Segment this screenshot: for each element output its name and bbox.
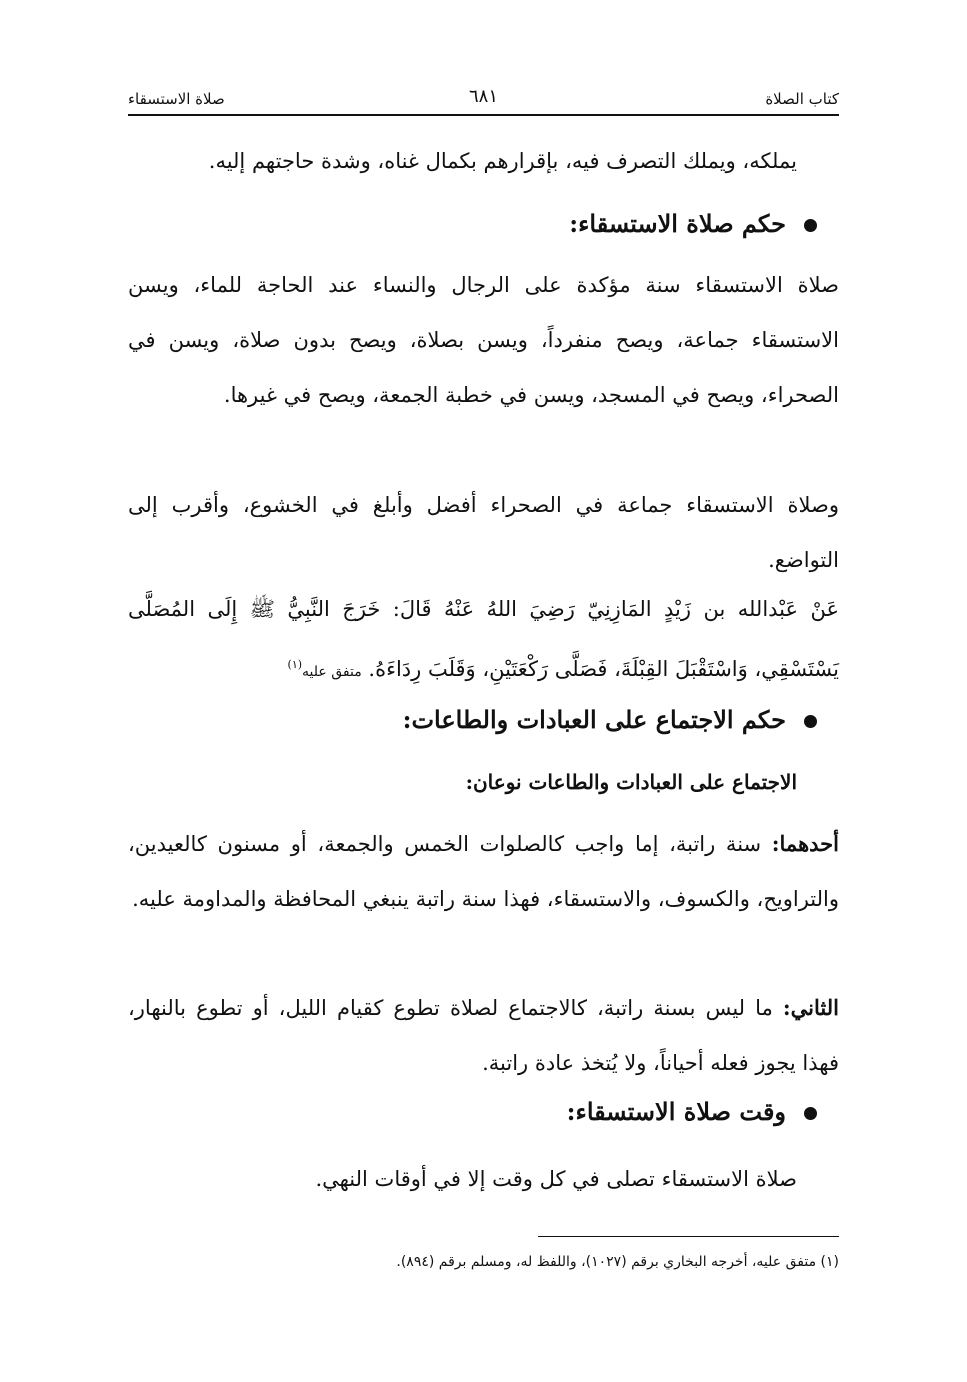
ruling-paragraph-2: وصلاة الاستسقاء جماعة في الصحراء أفضل وأبلغ في الخشوع، وأقرب إلى التواضع. (128, 493, 839, 572)
heading-ruling (128, 204, 817, 244)
bullet-icon (804, 715, 817, 728)
page-number: ٦٨١ (468, 86, 498, 107)
time-paragraph: صلاة الاستسقاء تصلى في كل وقت إلا في أوقات النهي. (315, 1167, 797, 1191)
hadith-source: متفق عليه (302, 664, 362, 680)
heading-gathering-text: حكم الاجتماع على العبادات والطاعات: (402, 705, 786, 734)
bullet-icon (804, 1107, 817, 1120)
footnote-rule (538, 1236, 839, 1237)
hadith-text: عَنْ عَبْدالله بن زَيْدٍ المَازِنِيّ رَضِيَ اللهُ عَنْهُ قَالَ: خَرَجَ النَّبِيُّ ﷺ إِلَى المُصَلَّى يَسْتَسْقِي، وَاسْتَقْبَلَ القِبْلَةَ، فَصَلَّى رَكْعَتَيْنِ، وَقَلَبَ رِدَاءَهُ. (128, 597, 839, 681)
hadith-paragraph (128, 582, 839, 700)
heading-time (128, 1092, 817, 1132)
first-type-text: سنة راتبة، إما واجب كالصلوات الخمس والجمعة، أو مسنون كالعيدين، والتراويح، والكسوف، والاستسقاء، فهذا سنة راتبة ينبغي المحافظة والمداومة عليه. (128, 832, 839, 911)
subheading-gathering: الاجتماع على العبادات والطاعات نوعان: (465, 770, 797, 794)
footnote: (١) متفق عليه، أخرجه البخاري برقم (١٠٢٧)، واللفظ له، ومسلم برقم (٨٩٤). (396, 1254, 839, 1270)
second-type-text: ما ليس بسنة راتبة، كالاجتماع لصلاة تطوع كقيام الليل، أو تطوع بالنهار، فهذا يجوز فعله أحياناً، ولا يُتخذ عادة راتبة. (128, 996, 839, 1075)
first-type-label: أحدهما: (771, 831, 839, 856)
book-title: كتاب الصلاة (765, 90, 839, 108)
footnote-marker: (١) (287, 658, 303, 671)
bullet-icon (804, 219, 817, 232)
second-type-label: الثاني: (782, 995, 839, 1020)
second-type-paragraph (128, 980, 839, 1091)
first-type-paragraph (128, 816, 839, 927)
heading-gathering (128, 700, 817, 740)
heading-ruling-text: حكم صلاة الاستسقاء: (569, 209, 786, 238)
ruling-paragraph-1: صلاة الاستسقاء سنة مؤكدة على الرجال والنساء عند الحاجة للماء، ويسن الاستسقاء جماعة، ويصح منفرداً، ويسن بصلاة، ويصح بدون صلاة، ويسن في الصحراء، ويصح في المسجد، ويسن في خطبة الجمعة، ويصح في غيرها. (128, 273, 839, 407)
intro-paragraph: يملكه، ويملك التصرف فيه، بإقرارهم بكمال غناه، وشدة حاجتهم إليه. (208, 149, 797, 173)
running-header (128, 84, 839, 114)
chapter-title: صلاة الاستسقاء (128, 90, 225, 108)
header-rule (128, 114, 839, 116)
heading-time-text: وقت صلاة الاستسقاء: (566, 1097, 786, 1126)
